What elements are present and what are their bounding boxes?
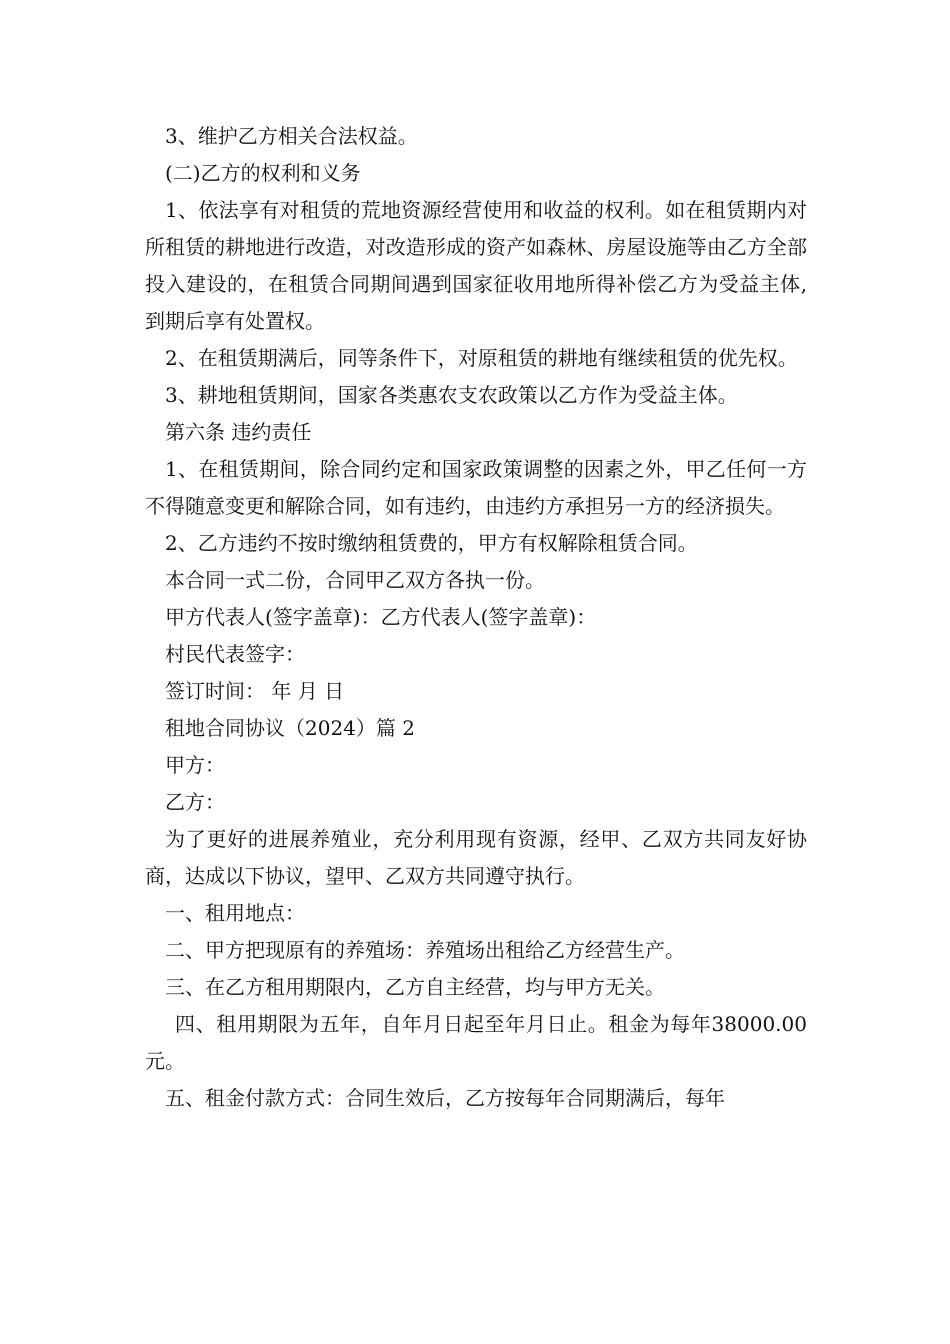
paragraph-3: 1、依法享有对租赁的荒地资源经营使用和收益的权利。如在租赁期内对所租赁的耕地进行改造，对改造形成的资产如森林、房屋设施等由乙方全部投入建设的，在租赁合同期间遇到国家征收用地所得补偿乙方为受益主体,到期后享有处置权。	[145, 198, 807, 333]
villager-signature-line: 村民代表签字：	[165, 642, 305, 666]
clause-3: 三、在乙方租用期限内，乙方自主经营，均与甲方无关。	[165, 975, 665, 999]
paragraph-7: 1、在租赁期间，除合同约定和国家政策调整的因素之外，甲乙任何一方不得随意变更和解除合同，如有违约，由违约方承担另一方的经济损失。	[145, 457, 807, 518]
paragraph-1: 3、维护乙方相关合法权益。	[165, 124, 418, 148]
signature-line: 甲方代表人(签字盖章)：乙方代表人(签字盖章)：	[165, 605, 597, 629]
clause-5-payment: 五、租金付款方式：合同生效后，乙方按每年合同期满后，每年	[165, 1086, 725, 1110]
signing-date-line: 签订时间： 年 月 日	[165, 679, 345, 703]
clause-2: 二、甲方把现原有的养殖场：养殖场出租给乙方经营生产。	[165, 938, 685, 962]
paragraph-8: 2、乙方违约不按时缴纳租赁费的，甲方有权解除租赁合同。	[165, 531, 698, 555]
paragraph-16: 为了更好的进展养殖业，充分利用现有资源，经甲、乙双方共同友好协商，达成以下协议，望甲、乙双方共同遵守执行。	[145, 827, 807, 888]
party-a-line: 甲方：	[165, 753, 225, 777]
party-b-line: 乙方：	[165, 790, 225, 814]
document-body	[145, 118, 807, 1117]
contract-title-2: 租地合同协议（2024）篇 2	[165, 716, 415, 740]
clause-1-location: 一、租用地点：	[165, 901, 305, 925]
section-heading-party-b-rights: (二)乙方的权利和义务	[165, 161, 361, 185]
paragraph-4: 2、在租赁期满后，同等条件下，对原租赁的耕地有继续租赁的优先权。	[165, 346, 798, 370]
clause-4-term: 四、租用期限为五年，自年月日起至年月日止。租金为每年38000.00 元。	[145, 1012, 807, 1073]
section-heading-article-6: 第六条 违约责任	[165, 420, 312, 444]
paragraph-5: 3、耕地租赁期间，国家各类惠农支农政策以乙方作为受益主体。	[165, 383, 738, 407]
paragraph-9: 本合同一式二份，合同甲乙双方各执一份。	[165, 568, 545, 592]
